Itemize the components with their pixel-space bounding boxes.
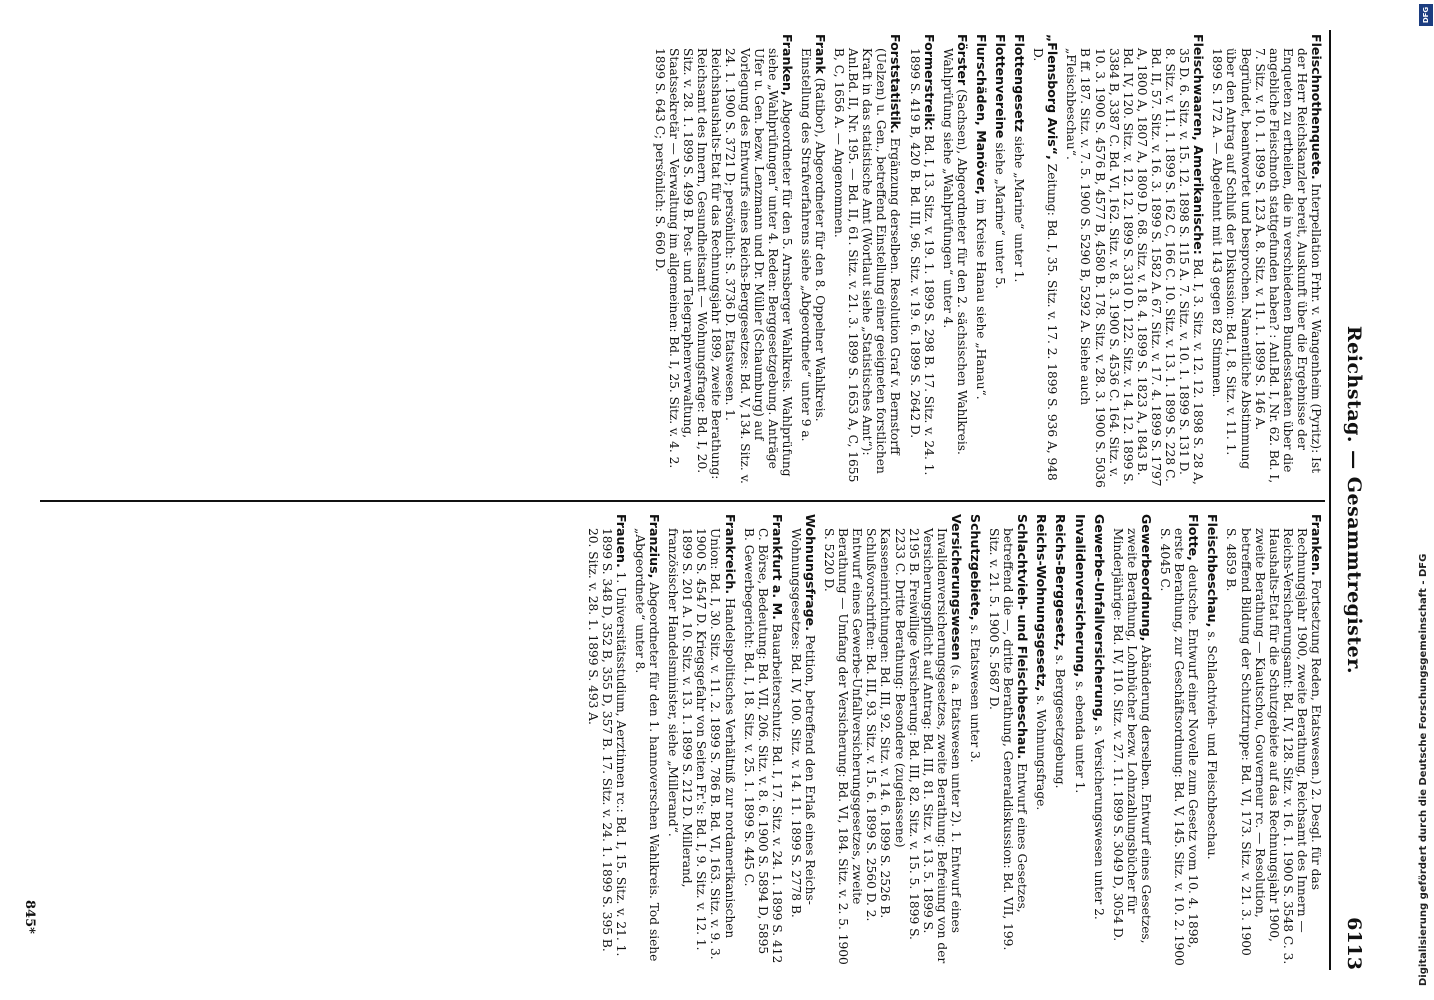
entry-heading: Flurschäden, Manöver,	[973, 34, 989, 195]
entry-heading: Wohnungsfrage.	[803, 514, 818, 631]
entry-heading: Franken,	[779, 34, 795, 96]
index-entry	[789, 514, 817, 968]
index-entry	[987, 514, 1029, 968]
entry-heading: Förster	[954, 34, 970, 86]
entry-text: siehe „Marine“ unter 1.	[1012, 135, 1027, 283]
index-entry	[586, 514, 628, 968]
index-entry	[941, 34, 969, 488]
entry-text: Bd. I, 3. Sitz. v. 12. 12. 1898 S. 28 A, 35 D. 6. Sitz. v. 15. 12. 1898 S. 115 A. 7. Sitz. v. 10. 1. 1899 S. 131 D. 8. Sitz. v. 11. 1. 1899 S. 162 C, 166 C. 10. Sitz. v. 13. 1. 1899 S. 228 C. Bd. II, 57. Sitz. v. 16. 3. 1899 S. 1582 A. 67. Sitz. v. 17. 4. 1899 S. 1797 A, 1800 A, 1807 A, 1809 D. 68. Sitz. v. 18. 4. 1899 S. 1823 A, 1843 B. Bd. IV, 120. Sitz. v. 12. 12. 1899 S. 3310 D. 122. Sitz. v. 14. 12. 1899 S. 3384 B, 3387 C. Bd. VI, 162. Sitz. v. 8. 3. 1900 S. 4536 C. 164. Sitz. v. 10. 3. 1900 S. 4576 B, 4577 B, 4580 B. 178. Sitz. v. 28. 3. 1900 S. 5036 B ff. 187. Sitz. v. 7. 5. 1900 S. 5290 B, 5292 A. Siehe auch „Fleischbeschau“.	[1064, 48, 1206, 488]
index-entry	[653, 34, 794, 488]
entry-text: s. ebenda unter 1.	[1072, 681, 1087, 794]
entry-text: s. Schlachtvieh- und Fleischbeschau.	[1205, 631, 1220, 860]
entry-heading: Invalidenversicherung,	[1072, 514, 1088, 678]
entry-text: Entwurf eines Gesetzes, betreffend die —, dritte Berathung, Generaldiskussion: Bd. VII, 199. Sitz. v. 21. 5. 1900 S. 5687 D.	[987, 528, 1030, 951]
entry-text: s. Wohnungsfrage.	[1034, 695, 1049, 811]
entry-heading: Gewerbeordnung,	[1138, 514, 1154, 642]
index-entry	[1210, 34, 1323, 488]
index-entry	[1224, 514, 1323, 968]
left-column	[648, 34, 1323, 488]
entry-heading: Frauen.	[613, 514, 629, 568]
right-column	[581, 514, 1323, 968]
digitization-note-text: Digitalisierung gefördert durch die Deutsche Forschungsgemeinschaft - DFG	[1418, 553, 1429, 986]
entry-text: 1. Universitätsstudium, Aerztinnen rc.: Bd. I, 15. Sitz. v. 21. 1. 1899 S. 348 D, 352 B, 355 D, 357 B. 17. Sitz. v. 24. 1. 1899 S. 395 B. 20. Sitz. v. 28. 1. 1899 S. 493 A.	[585, 528, 628, 957]
entry-heading: Fleischbeschau,	[1205, 514, 1221, 628]
entry-heading: Schlachtvieh- und Fleischbeschau.	[1015, 514, 1031, 760]
index-entry	[968, 514, 982, 968]
entry-text: Abgeordneter für den 1. hannoverschen Wahlkreis. Tod siehe „Abgeordnete“ unter 8.	[632, 528, 662, 962]
entry-text: siehe „Marine“ unter 5.	[993, 142, 1008, 289]
entry-heading: Frankreich.	[722, 514, 738, 595]
entry-heading: Reichs-Wohnungsgesetz,	[1034, 514, 1050, 692]
entry-heading: Frankfurt a. M.	[769, 514, 785, 620]
index-entry	[1073, 514, 1087, 968]
entry-text: Bd. I, 13. Sitz. v. 19. 1. 1899 S. 298 B. 17. Sitz. v. 24. 1. 1899 S. 419 B, 420 B. Bd. III, 96. Sitz. v. 19. 6. 1899 S. 2642 D.	[907, 48, 936, 476]
dfg-logo-icon	[1419, 4, 1433, 26]
index-entry	[742, 514, 784, 968]
entry-text: s. Berggesetzgebung.	[1053, 654, 1068, 789]
entry-heading: Forststatistik.	[888, 34, 904, 134]
index-entry	[1158, 514, 1200, 968]
entry-heading: Franzius,	[647, 514, 663, 579]
page-header	[1337, 30, 1365, 970]
index-entry	[1111, 514, 1153, 968]
entry-text: Petition, betreffend den Erlaß eines Reichs-Wohnungsgesetzes: Bd. IV, 100. Sitz. v. 14. 11. 1899 S. 2778 B.	[788, 528, 817, 918]
entry-heading: Flotte,	[1186, 514, 1202, 561]
index-entry	[1205, 514, 1219, 968]
footer-signature: 845*	[22, 900, 37, 934]
entry-heading: Versicherungswesen	[948, 514, 964, 661]
index-entry	[1064, 34, 1205, 488]
entry-text: Handelspolitisches Verhältniß zur nordamerikanischen Union: Bd. I, 30. Sitz. v. 11. 2. 1899 S. 786 B. Bd. VI, 163. Sitz. v. 9. 3. 1900 S. 4547 D. Kriegsgefahr von Seiten Fr.'s: Bd. I, 9. Sitz. v. 12. 1. 1899 S. 201 A. 10. Sitz. v. 13. 1. 1899 S. 212 D. Millerand, französischer Handelsminister, siehe „Millerand“.	[666, 528, 737, 960]
entry-text: (Ratibor), Abgeordneter für den 8. Oppelner Wahlkreis. Einstellung des Strafverfahrens siehe „Abgeordnete“ unter 9 a.	[798, 48, 827, 442]
entry-text: deutsche. Entwurf einer Novelle zum Gesetz vom 10. 4. 1898, erste Berathung, zur Geschäftsordnung: Bd. V, 145. Sitz. v. 10. 2. 1900 S. 4045 C.	[1158, 528, 1201, 966]
entry-heading: Flottengesetz	[1012, 34, 1028, 133]
entry-heading: Fleischnothenquete.	[1309, 34, 1324, 180]
index-entry	[1012, 34, 1026, 488]
entry-text: Fortsetzung Reden, Etatswesen.) 2. Desgl. für das Rechnungsjahr 1900, zweite Berathung, Reichsamt des Innern — Reichs-Versicherungsamt: Bd. IV, 128. Sitz. v. 16. 1. 1900 S. 3548 C. 3. Haushalts-Etat für die Schutzgebiete auf das Rechnungsjahr 1900, zweite Berathung — Kiautschou, Gouverneur rc. — Resolution, betreffend Bildung der Schutztruppe: Bd. VI, 173. Sitz. v. 21. 3. 1900 S. 4859 B.	[1224, 528, 1323, 965]
entry-text: (Sachsen), Abgeordneter für den 2. sächsischen Wahlkreis. Wahlprüfung siehe „Wahlprüfungen“ unter 4.	[940, 48, 969, 455]
entry-heading: „Flensborg Avis“,	[1045, 34, 1061, 160]
index-entry	[666, 514, 736, 968]
entry-heading: Schutzgebiete,	[968, 514, 984, 621]
dfg-logo-text: DFG	[1422, 6, 1430, 24]
entry-heading: Fleischwaaren, Amerikanische:	[1191, 34, 1207, 255]
index-entry	[907, 34, 935, 488]
entry-text: Interpellation Frhr. v. Wangenheim (Pyritz): Ist der Herr Reichskanzler bereit, Auskunft über die Ergebnisse der Enqueten zu ertheilen, die in verschiedenen Bundesstaaten über die angebliche Fleischnoth stattgefunden haben? : Anl.Bd. I, Nr. 62. Bd. I, 7. Sitz. v. 10. 1. 1899 S. 123 A. 8. Sitz. v. 11. 1. 1899 S. 146 A. Begründet, beantwortet und besprochen. Namentliche Abstimmung über den Antrag auf Schluß der Diskussion: Bd. I, 8. Sitz. v. 11. 1. 1899 S. 172 A. — Abgelehnt mit 143 gegen 82 Stimmen.	[1210, 48, 1323, 484]
entry-heading: Gewerbe-Unfallversicherung,	[1091, 514, 1107, 722]
entry-text: s. Versicherungswesen unter 2.	[1091, 725, 1106, 920]
entry-heading: Formerstreik:	[921, 34, 937, 131]
entry-text: Zeitung: Bd. I, 35. Sitz. v. 17. 2. 1899 S. 936 A, 948 D.	[1031, 48, 1060, 481]
running-title: Reichstag. — Gesammtregister.	[1343, 325, 1365, 675]
entry-text: Abänderung derselben. Entwurf eines Gesetzes, zweite Berathung, Lohnbücher bezw. Lohnzahlungsbücher für Minderjährige: Bd. IV, 110. Sitz. v. 27. 11. 1899 S. 3049 D, 3054 D.	[1110, 528, 1153, 944]
index-entry	[1034, 514, 1048, 968]
entry-text: Bauarbeiterschutz: Bd. I, 17. Sitz. v. 24. 1. 1899 S. 412 C. Börse, Bedeutung: Bd. VII, 206. Sitz. v. 8. 6. 1900 S. 5894 D, 5895 B. Gewerbegericht: Bd. I, 18. Sitz. v. 25. 1. 1899 S. 445 C.	[741, 528, 784, 964]
entry-heading: Frank	[813, 34, 828, 74]
entry-text: im Kreise Hanau siehe „Hanau“.	[973, 198, 988, 400]
entry-heading: Reichs-Berggesetz,	[1053, 514, 1069, 651]
index-entry	[832, 34, 902, 488]
index-entry	[1092, 514, 1106, 968]
digitization-note	[1418, 6, 1432, 996]
index-entry	[822, 514, 963, 968]
header-rule	[1329, 30, 1331, 970]
index-entry	[633, 514, 661, 968]
page-number: 6113	[1343, 917, 1365, 970]
entry-text: Ergänzung derselben. Resolution Graf v. Bernstorff (Uelzen) u. Gen., betreffend Einstellung einer geeigneten forstlichen Kraft in das statistische Amt (Wortlaut siehe „Statistisches Amt“): Anl.Bd. II, Nr. 195. — Bd. II, 61. Sitz. v. 21. 3. 1899 S. 1653 A, C, 1655 B, C, 1656 A. — Angenommen.	[832, 48, 903, 483]
entry-heading: Flottenvereine	[993, 34, 1009, 139]
entry-text: s. Etatswesen unter 3.	[968, 624, 983, 763]
index-entry	[1053, 514, 1067, 968]
entry-text: Abgeordneter für den 5. Arnsberger Wahlkreis. Wahlprüfung siehe „Wahlprüfungen“ unter 4. Reden: Berggesetzgebung. Anträge Ufer u. Gen. bezw. Lenzmann und Dr. Müller (Schaumburg) auf Vorlegung des Entwurfs eines Reichs-Berggesetzes: Bd. V, 134. Sitz. v. 24. 1. 1900 S. 3721 D; persönlich: S. 3736 D. Etatswesen. 1. Reichshaushalts-Etat für das Rechnungsjahr 1899, zweite Berathung: Reichsamt des Innern, Gesundheitsamt — Wohnungsfrage: Bd. I, 20. Sitz. v. 28. 1. 1899 S. 499 B. Post- und Telegraphenverwaltung, Staatssekretär — Verwaltung im allgemeinen: Bd. I, 25. Sitz. v. 4. 2. 1899 S. 643 C; persönlich: S. 660 D.	[652, 48, 794, 484]
index-entry	[993, 34, 1007, 488]
index-entry	[974, 34, 988, 488]
entry-heading: Franken.	[1309, 514, 1324, 576]
index-entry	[1031, 34, 1059, 488]
index-entry	[799, 34, 827, 488]
entry-text: (s. a. Etatswesen unter 2). 1. Entwurf eines Invalidenversicherungsgesetzes, zweite Berathung: Befreiung von der Versicherungspflicht auf Antrag: Bd. III, 81. Sitz. v. 13. 5. 1899 S. 2195 B. Freiwillige Versicherung: Bd. III, 82. Sitz. v. 15. 5. 1899 S. 2233 C. Dritte Berathung: Besondere (zugelassene) Kasseneinrichtungen: Bd. III, 92. Sitz. v. 14. 6. 1899 S. 2526 B. Schlußvorschriften: Bd. III, 93. Sitz. v. 15. 6. 1899 S. 2560 D. 2. Entwurf eines Gewerbe-Unfallversicherungsgesetzes, zweite Berathung — Umfang der Versicherung: Bd. VI, 184. Sitz. v. 2. 5. 1900 S. 5220 D.	[822, 528, 963, 965]
column-divider	[40, 500, 1325, 502]
